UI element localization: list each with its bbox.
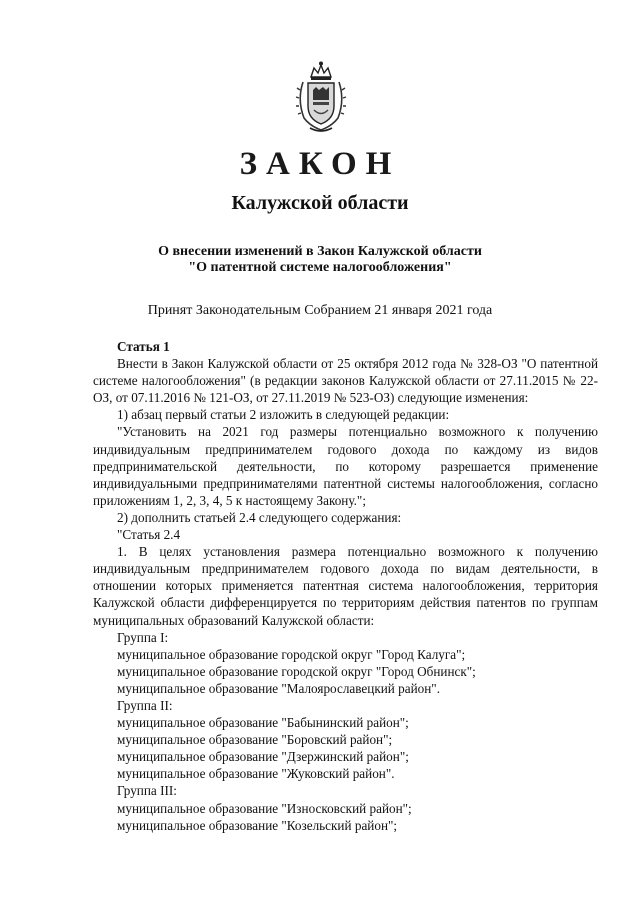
law-subject [0, 244, 640, 276]
intro-paragraph: Внести в Закон Калужской области от 25 октября 2012 года № 328-ОЗ "О патентной системе налогообложения" (в редакции законов Калужской области от 27.11.2015 № 22-ОЗ, от 07.11.2016 № 121-ОЗ, от 27.11.2019 № 523-ОЗ) следующие изменения: [93, 356, 598, 406]
municipality-item: муниципальное образование "Жуковский район". [117, 766, 395, 782]
law-title: ЗАКОН [239, 146, 401, 182]
point-1: 1. В целях установления размера потенциально возможного к получению индивидуальным предпринимателем годового дохода по видам деятельности, в отношении которых применяется патентная система налогообложения, территория Калужской области дифференцируется по территориям действия патентов по группам муниципальных образований Калужской области: [93, 544, 598, 628]
item-1: 1) абзац первый статьи 2 изложить в следующей редакции: [117, 407, 450, 423]
subject-line-2: "О патентной системе налогообложения" [188, 260, 452, 275]
municipality-item: муниципальное образование городской округ "Город Калуга"; [117, 646, 466, 662]
adoption-date: Принят Законодательным Собранием 21 января 2021 года [147, 303, 493, 318]
group-3-label: Группа III: [117, 783, 177, 799]
item-1-quote: "Установить на 2021 год размеры потенциально возможного к получению индивидуальным предпринимателем годового дохода по каждому из видов предпринимательской деятельности, по которому разрешается применение индивидуальными предпринимателями патентной системы налогообложения, согласно приложениям 1, 2, 3, 4, 5 к настоящему Закону."; [93, 424, 598, 508]
group-1-label: Группа I: [117, 629, 169, 645]
document-body [93, 338, 598, 834]
article-heading: Статья 1 [117, 339, 170, 354]
municipality-item: муниципальное образование "Дзержинский район"; [117, 749, 409, 765]
subject-line-1: О внесении изменений в Закон Калужской области [158, 244, 482, 259]
coat-of-arms-icon [294, 60, 348, 134]
group-2-label: Группа II: [117, 697, 173, 713]
municipality-item: муниципальное образование "Малоярославецкий район". [117, 680, 440, 696]
region-title: Калужской области [231, 192, 409, 214]
article-2-4-heading: "Статья 2.4 [117, 527, 181, 543]
item-2: 2) дополнить статьей 2.4 следующего содержания: [117, 509, 402, 525]
municipality-item: муниципальное образование "Износковский район"; [117, 800, 412, 816]
municipality-item: муниципальное образование "Бабынинский район"; [117, 715, 409, 731]
municipality-item: муниципальное образование "Козельский район"; [117, 817, 398, 833]
municipality-item: муниципальное образование городской округ "Город Обнинск"; [117, 663, 476, 679]
municipality-item: муниципальное образование "Боровский район"; [117, 732, 393, 748]
